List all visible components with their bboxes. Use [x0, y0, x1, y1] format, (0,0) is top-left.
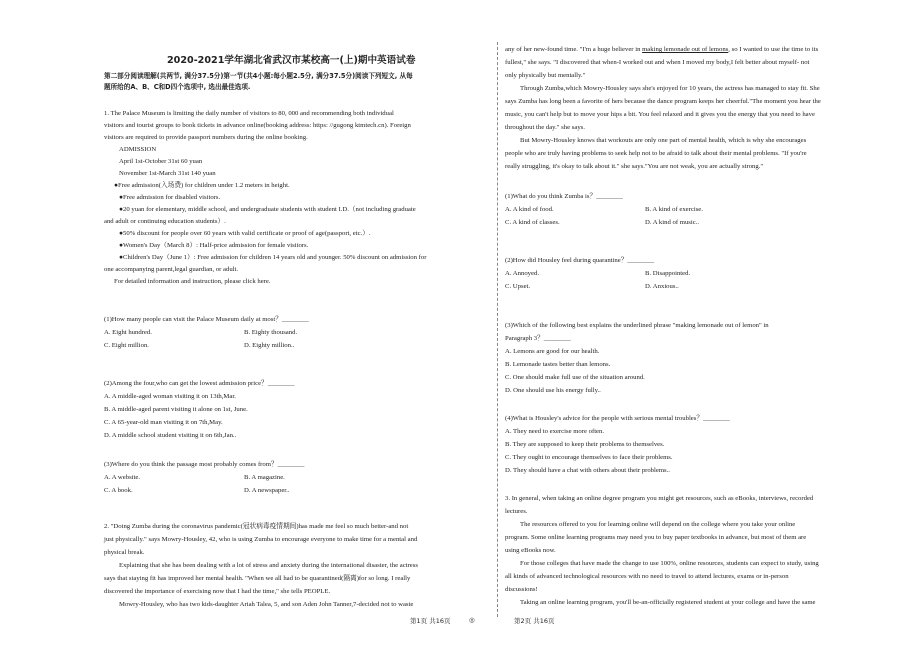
passage3-line: Taking an online learning program, you'll be-an-officially registered student at your college and have the same: [520, 599, 816, 606]
option-c: C. Eight million.: [104, 342, 149, 349]
option-b: B. They are supposed to keep their problems to themselves.: [505, 441, 665, 448]
admission-price: November 1st-March 31st 140 yuan: [119, 170, 216, 177]
option-d: D. Eighty million..: [244, 342, 295, 349]
passage3-line: all kinds of advanced technological resources with no need to travel to attend lectures, exams or in-person: [505, 573, 789, 580]
passage3-line: using eBooks now.: [505, 547, 556, 554]
page-number-left: 第1页 共16页: [410, 617, 451, 625]
admission-heading: ADMISSION: [119, 146, 157, 153]
option-c: C. Upset.: [505, 283, 531, 290]
passage2-line: any of her new-found time. "I'm a huge believer in making lemonade out of lemons, so I wanted to use the time to its: [505, 46, 819, 53]
option-b: B. Eighty thousand.: [244, 329, 298, 336]
option-d: D. A kind of music..: [645, 219, 700, 226]
passage2-line: fullest," she says. "I discovered that when-I worked out and when I moved my body,I felt better about myself- not: [505, 59, 810, 66]
question-stem: (2)How did Housley feel during quarantine？________: [505, 257, 655, 264]
passage2-line: discovered the importance of exercising now that I had the time," she tells PEOPLE.: [104, 588, 331, 595]
admission-price: April 1st-October 31st 60 yuan: [119, 158, 203, 165]
admission-info-link: For detailed information and instruction, please click here.: [114, 278, 271, 285]
section-instruction: 第二部分阅读理解(共两节, 满分37.5分)第一节(共4小题:每小题2.5分, 满分37.5分)阅读下列短文, 从每: [104, 72, 413, 80]
footer-separator-icon: ◎: [469, 616, 475, 624]
passage3-line: 3. In general, when taking an online degree program you might get resources, such as eBooks, interviews, recorded: [505, 495, 814, 502]
passage2-line: Mowry-Housley, who has two kids-daughter Ariah Talea, 5, and son Aden John Tanner,7-decided not to waste: [119, 601, 414, 608]
question-stem: (1)How many people can visit the Palace Museum daily at most？________: [104, 316, 309, 323]
underlined-phrase: making lemonade out of lemons: [642, 46, 729, 53]
option-c: C. A 65-year-old man visiting it on 7th,May.: [104, 419, 223, 426]
option-a: A. Eight hundred.: [104, 329, 152, 336]
option-a: A. A website.: [104, 474, 141, 481]
admission-rule: ●20 yuan for elementary, middle school, and undergraduate students with student I.D.（not including graduate: [119, 206, 416, 213]
page-number-right: 第2页 共16页: [514, 617, 555, 625]
section-instruction-cont: 题所给的A、B、C和D四个选项中, 选出最佳选项.: [104, 83, 251, 91]
option-d: D. A middle school student visiting it on 6th,Jan..: [104, 432, 237, 439]
option-c: C. They ought to encourage themselves to face their problems.: [505, 454, 673, 461]
option-a: A. They need to exercise more often.: [505, 428, 605, 435]
admission-rule: one accompanying parent,legal guardian, or adult.: [104, 266, 239, 273]
question-stem: (1)What do you think Zumba is？________: [505, 193, 623, 200]
passage2-line: says that staying fit has improved her mental health. "When we all had to be quarantined(隔离)for so long. I really: [104, 575, 411, 582]
admission-rule: ●Free admission for disabled visitors.: [119, 194, 221, 201]
passage3-line: The resources offered to you for learning online will depend on the college where you take your online: [520, 521, 796, 528]
question-stem: (3)Where do you think the passage most probably comes from？________: [104, 461, 305, 468]
passage2-line: music, you can't help but to move your hips a bit. You feel relaxed and it gives you the energy that you need to have: [505, 111, 815, 118]
page-title: 2020-2021学年湖北省武汉市某校高一(上)期中英语试卷: [167, 55, 416, 66]
option-d: D. One should use his energy fully..: [505, 387, 601, 394]
admission-rule: and adult or continuing education students）.: [104, 218, 226, 225]
passage2-line: But Mowry-Housley knows that workouts are only one part of mental health, which is why she encourages: [520, 137, 807, 144]
option-a: A. A kind of food.: [505, 206, 554, 213]
option-b: B. A middle-aged parent visiting it alone on 1st, June.: [104, 406, 248, 413]
passage1-line: visitors are required to provide passport numbers during the online booking.: [104, 134, 308, 141]
option-c: C. A kind of classes.: [505, 219, 560, 226]
passage1-line: 1. The Palace Museum is limiting the daily number of visitors to 80, 000 and recommending both individual: [104, 110, 394, 117]
admission-rule: ●Children's Day（June 1）: Free admission for children 14 years old and younger. 50% discount on admission for: [119, 254, 427, 261]
option-c: C. One should make full use of the situation around.: [505, 374, 645, 381]
question-stem-cont: Paragraph 3？________: [505, 335, 571, 342]
question-stem: (3)Which of the following best explains the underlined phrase "making lemonade out of lemon" in: [505, 322, 769, 329]
passage3-line: discussions!: [505, 586, 538, 593]
option-b: B. Disappointed.: [645, 270, 691, 277]
option-b: B. A magazine.: [244, 474, 285, 481]
option-d: D. Anxious..: [645, 283, 679, 290]
passage2-line: says Zumba has long been a favorite of hers because the dance program keeps her cheerful."The moment you hear the: [505, 98, 821, 105]
passage2-line: Through Zumba,which Mowry-Housley says she's enjoyed for 10 years, the actress has managed to stay fit. She: [520, 85, 820, 92]
admission-rule: ●Free admission(入场费) for children under 1.2 meters in height.: [114, 182, 290, 189]
admission-rule: ●50% discount for people over 60 years with valid certificate or proof of age(passport, etc.）.: [119, 230, 371, 237]
passage3-line: program. Some online learning programs may need you to buy paper textbooks in advance, but most of them are: [505, 534, 807, 541]
passage2-line: people who are truly having problems to seek help not to be afraid to talk about their mental problems. "If you're: [505, 150, 807, 157]
passage2-line: only physically but mentally.": [505, 72, 586, 79]
option-b: B. Lemonade tastes better than lemons.: [505, 361, 611, 368]
option-a: A. A middle-aged woman visiting it on 13th,Mar.: [104, 393, 236, 400]
option-a: A. Lemons are good for our health.: [505, 348, 600, 355]
passage3-line: For those colleges that have made the change to use 100%, online resources, students can expect to study, using: [520, 560, 819, 567]
option-a: A. Annoyed.: [505, 270, 539, 277]
passage3-line: lectures.: [505, 508, 528, 515]
passage2-line: really struggling, it's okay to talk about it." she says."You are not weak, you are actually strong.": [505, 163, 764, 170]
passage2-line: physical break.: [104, 549, 145, 556]
passage2-line: 2. "Doing Zumba during the coronavirus pandemic(冠状病毒疫情期间)has made me feel so much better-and not: [104, 523, 409, 530]
column-divider: [497, 42, 498, 617]
passage1-line: visitors and tourist groups to book tickets in advance online(booking address: https: //gugong ktmtech.cn). Foreign: [104, 122, 411, 129]
passage2-line: just physically." says Mowry-Housley, 42, who is using Zumba to encourage everyone to make time for a mental and: [104, 536, 418, 543]
question-stem: (2)Among the four,who can get the lowest admission price？________: [104, 380, 295, 387]
option-d: D. They should have a chat with others about their problems..: [505, 467, 670, 474]
question-stem: (4)What is Housley's advice for the people with serious mental troubles？________: [505, 415, 730, 422]
passage2-line: Explaining that she has been dealing with a lot of stress and anxiety during the international disaster, the actress: [119, 562, 418, 569]
option-d: D. A newspaper..: [244, 487, 290, 494]
passage2-line: throughout the day." she says.: [505, 124, 585, 131]
admission-rule: ●Women's Day（March 8）: Half-price admission for female visitors.: [119, 242, 309, 249]
option-c: C. A book.: [104, 487, 133, 494]
option-b: B. A kind of exercise.: [645, 206, 703, 213]
